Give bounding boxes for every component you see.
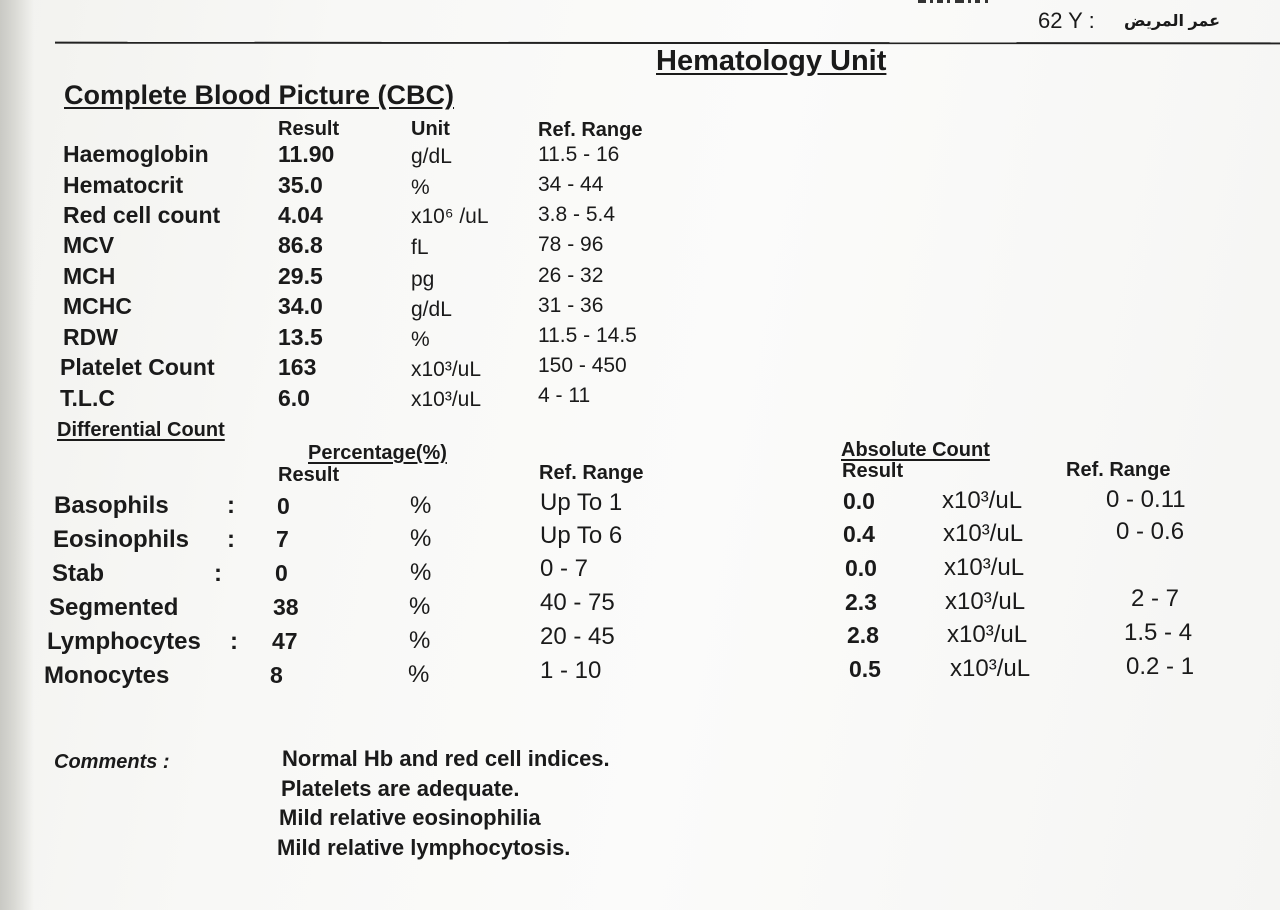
- row-abs-unit: x10³/uL: [943, 520, 1024, 547]
- row-abs: 0.0: [845, 555, 877, 581]
- row-range: 78 - 96: [538, 233, 604, 256]
- row-colon: :: [227, 526, 235, 553]
- row-colon: :: [214, 560, 222, 587]
- unit-title: Hematology Unit: [656, 45, 887, 77]
- row-name: MCV: [63, 232, 115, 258]
- differential-title: Differential Count: [57, 419, 225, 441]
- cbc-unit-header: Unit: [411, 118, 450, 140]
- row-unit: x10³/uL: [411, 388, 482, 411]
- cbc-title: Complete Blood Picture (CBC): [64, 80, 455, 110]
- pct-range-header: Ref. Range: [539, 462, 644, 484]
- row-colon: :: [230, 628, 238, 655]
- row-name: Eosinophils: [53, 526, 190, 553]
- row-name: Basophils: [54, 492, 169, 519]
- row-name: MCH: [63, 263, 116, 289]
- row-name: Red cell count: [63, 202, 221, 228]
- row-unit: fL: [411, 236, 429, 259]
- row-abs: 0.5: [849, 656, 881, 682]
- row-result: 6.0: [278, 385, 310, 411]
- row-abs: 2.3: [845, 589, 877, 615]
- row-name: Hematocrit: [63, 172, 184, 198]
- paper-edge-shadow: [0, 0, 34, 910]
- row-unit: g/dL: [411, 298, 452, 321]
- row-abs-range: 0.2 - 1: [1126, 653, 1195, 680]
- row-pct: 8: [270, 662, 283, 688]
- row-unit: pg: [411, 268, 435, 291]
- row-range: 150 - 450: [538, 354, 627, 377]
- row-abs-range: 0 - 0.6: [1116, 518, 1185, 545]
- row-name: Monocytes: [44, 662, 170, 689]
- row-result: 4.04: [278, 202, 323, 228]
- row-abs-range: 2 - 7: [1131, 585, 1180, 612]
- row-abs-unit: x10³/uL: [947, 621, 1028, 648]
- row-pct-range: 1 - 10: [540, 657, 602, 684]
- row-abs: 0.4: [843, 521, 875, 547]
- row-range: 11.5 - 16: [538, 143, 620, 166]
- comment-line: Mild relative eosinophilia: [279, 805, 541, 830]
- row-range: 3.8 - 5.4: [538, 203, 616, 226]
- row-pct-range: 40 - 75: [540, 589, 615, 616]
- row-name: Segmented: [49, 594, 179, 621]
- row-range: 31 - 36: [538, 294, 604, 317]
- row-pct: 38: [273, 594, 299, 620]
- row-name: Haemoglobin: [63, 141, 209, 167]
- row-abs-unit: x10³/uL: [945, 588, 1026, 615]
- cbc-result-header: Result: [278, 118, 340, 140]
- row-unit: g/dL: [411, 145, 452, 168]
- row-pct-unit: %: [410, 525, 432, 552]
- comments-label: Comments :: [54, 751, 170, 773]
- row-pct: 0: [277, 493, 290, 519]
- row-pct: 7: [276, 526, 289, 552]
- row-range: 34 - 44: [538, 173, 604, 196]
- row-abs-unit: x10³/uL: [942, 487, 1023, 514]
- cbc-range-header: Ref. Range: [538, 119, 643, 141]
- row-pct-range: 20 - 45: [540, 623, 615, 650]
- comment-line: Platelets are adequate.: [281, 776, 520, 801]
- row-unit: %: [411, 328, 430, 351]
- row-unit: x10³/uL: [411, 358, 482, 381]
- row-abs: 2.8: [847, 622, 879, 648]
- row-result: 86.8: [278, 232, 323, 258]
- row-range: 4 - 11: [538, 384, 591, 407]
- row-pct-unit: %: [409, 627, 431, 654]
- row-unit: x10⁶ /uL: [411, 205, 489, 228]
- row-name: T.L.C: [60, 385, 115, 411]
- patient-age: 62 Y :: [1038, 8, 1095, 33]
- row-pct-unit: %: [410, 559, 432, 586]
- row-result: 163: [278, 354, 317, 380]
- row-result: 29.5: [278, 263, 323, 289]
- row-abs-unit: x10³/uL: [950, 655, 1031, 682]
- row-range: 11.5 - 14.5: [538, 324, 637, 347]
- row-abs-range: 0 - 0.11: [1106, 486, 1186, 513]
- row-pct-unit: %: [408, 661, 430, 688]
- row-pct-range: 0 - 7: [540, 555, 589, 582]
- row-colon: :: [227, 492, 235, 519]
- comment-line: Normal Hb and red cell indices.: [282, 746, 610, 771]
- patient-age-label: عمر المريض: [1124, 13, 1221, 30]
- row-pct-range: Up To 6: [540, 522, 623, 549]
- row-name: RDW: [63, 324, 118, 350]
- row-result: 11.90: [278, 141, 335, 167]
- row-name: Stab: [52, 560, 105, 587]
- row-range: 26 - 32: [538, 264, 604, 287]
- row-abs-unit: x10³/uL: [944, 554, 1025, 581]
- absolute-title: Absolute Count: [841, 439, 990, 461]
- percentage-title: Percentage(%): [308, 442, 447, 464]
- row-abs-range: 1.5 - 4: [1124, 619, 1193, 646]
- comment-line: Mild relative lymphocytosis.: [277, 835, 571, 860]
- row-name: Lymphocytes: [47, 628, 201, 655]
- row-pct-unit: %: [409, 593, 431, 620]
- row-pct-unit: %: [410, 492, 432, 519]
- row-name: Platelet Count: [60, 354, 215, 380]
- row-name: MCHC: [63, 293, 132, 319]
- row-result: 35.0: [278, 172, 323, 198]
- row-pct: 0: [275, 560, 288, 586]
- row-unit: %: [411, 176, 430, 199]
- row-result: 13.5: [278, 324, 323, 350]
- pct-result-header: Result: [278, 464, 340, 486]
- row-result: 34.0: [278, 293, 323, 319]
- abs-result-header: Result: [842, 460, 904, 482]
- row-pct: 47: [272, 628, 298, 654]
- abs-range-header: Ref. Range: [1066, 459, 1171, 481]
- row-abs: 0.0: [843, 488, 875, 514]
- row-pct-range: Up To 1: [540, 489, 623, 516]
